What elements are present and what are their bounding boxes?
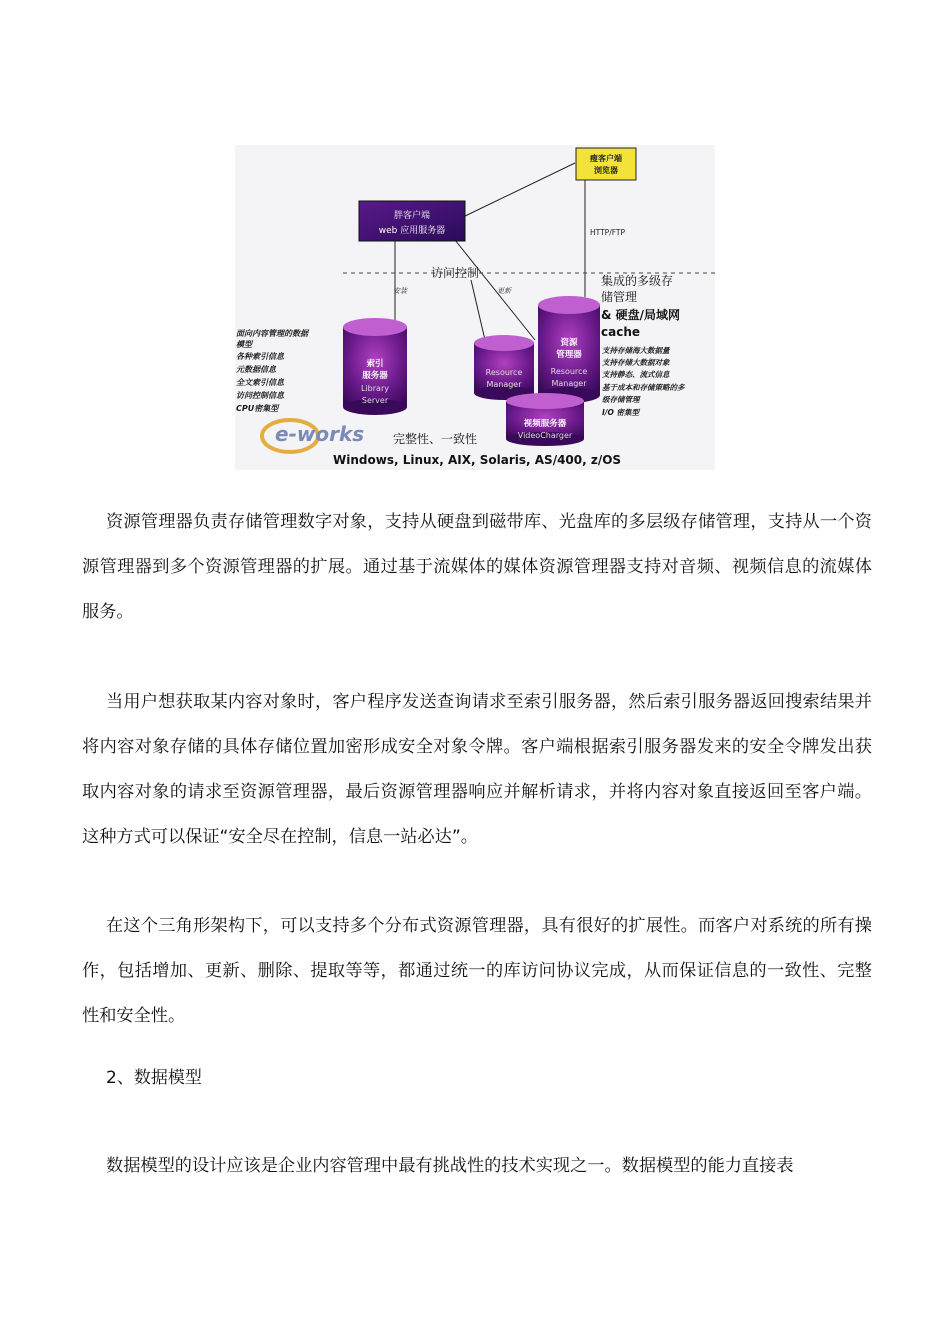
svg-text:资源: 资源	[560, 338, 578, 348]
svg-text:面向内容管理的数据: 面向内容管理的数据	[236, 329, 308, 338]
svg-text:Manager: Manager	[551, 379, 587, 388]
integrity-label: 完整性、一致性	[393, 432, 478, 446]
svg-text:e-works: e-works	[275, 422, 365, 446]
svg-text:访问控制信息: 访问控制信息	[236, 391, 284, 400]
svg-text:服务器: 服务器	[362, 371, 388, 381]
browser-box	[576, 148, 636, 180]
svg-text:& 硬盘/局域网: & 硬盘/局域网	[601, 308, 681, 322]
web-server-box	[359, 201, 465, 241]
svg-text:Server: Server	[361, 396, 389, 405]
integrated-storage-text	[601, 273, 680, 339]
svg-text:胖客户端: 胖客户端	[393, 211, 431, 221]
svg-text:Manager: Manager	[486, 380, 522, 389]
svg-text:储管理: 储管理	[601, 290, 638, 304]
paragraph-4: 数据模型的设计应该是企业内容管理中最有挑战性的技术实现之一。数据模型的能力直接表	[106, 1156, 794, 1176]
right-feature-list	[602, 346, 685, 417]
protocol-label: HTTP/FTP	[590, 228, 626, 237]
svg-text:支持静态、流式信息: 支持静态、流式信息	[602, 370, 670, 379]
resource-manager-cylinder-small	[474, 335, 534, 400]
svg-text:瘦客户端: 瘦客户端	[590, 154, 622, 163]
paragraph-1: 资源管理器负责存储管理数字对象，支持从硬盘到磁带库、光盘库的多层级存储管理，支持从一个资源管理器到多个资源管理器的扩展。通过基于流媒体的媒体资源管理器支持对音频、视频信息的流媒体服务。	[82, 512, 872, 622]
svg-text:安装: 安装	[393, 287, 407, 295]
paragraph-3: 在这个三角形架构下，可以支持多个分布式资源管理器，具有很好的扩展性。而客户对系统的所有操作，包括增加、更新、删除、提取等等，都通过统一的库访问协议完成，从而保证信息的一致性、完整性和安全性。	[82, 916, 872, 1026]
svg-text:基于成本和存储策略的多: 基于成本和存储策略的多	[602, 383, 685, 392]
svg-text:模型: 模型	[236, 340, 252, 349]
svg-text:CPU密集型: CPU密集型	[236, 404, 279, 413]
library-server-cylinder	[343, 318, 407, 415]
svg-text:cache: cache	[601, 325, 641, 339]
svg-text:元数据信息: 元数据信息	[236, 365, 276, 374]
svg-text:Resource: Resource	[550, 367, 588, 376]
svg-text:支持存储海大数据量: 支持存储海大数据量	[602, 346, 670, 355]
svg-text:Library: Library	[361, 384, 389, 393]
resource-manager-cylinder-main	[538, 296, 600, 403]
access-control-label: 访问控制	[431, 266, 480, 280]
svg-text:管理器: 管理器	[556, 350, 582, 360]
svg-text:支持存储大数据对象: 支持存储大数据对象	[602, 358, 670, 367]
svg-text:web 应用服务器: web 应用服务器	[378, 226, 446, 236]
e-works-logo	[262, 420, 364, 452]
svg-text:级存储管理: 级存储管理	[602, 395, 640, 404]
paragraph-2: 当用户想获取某内容对象时，客户程序发送查询请求至索引服务器，然后索引服务器返回搜索结果并将内容对象存储的具体存储位置加密形成安全对象令牌。客户端根据索引服务器发来的安全令牌发出获取内容对象的请求至资源管理器，最后资源管理器响应并解析请求，并将内容对象直接返回至客户端。这种方式可以保证“安全尽在控制，信息一站必达”。	[82, 692, 872, 847]
architecture-diagram	[235, 145, 715, 470]
svg-text:更新: 更新	[497, 287, 511, 295]
svg-text:集成的多级存: 集成的多级存	[601, 274, 674, 288]
svg-text:索引: 索引	[366, 359, 384, 369]
svg-text:全文索引信息: 全文索引信息	[236, 378, 284, 387]
platforms-label: Windows, Linux, AIX, Solaris, AS/400, z/OS	[333, 453, 622, 467]
svg-text:Resource: Resource	[485, 368, 523, 377]
video-charger-cylinder	[506, 393, 584, 446]
svg-text:视频服务器: 视频服务器	[523, 419, 567, 429]
svg-text:浏览器: 浏览器	[594, 166, 618, 175]
left-feature-list	[235, 329, 310, 413]
svg-text:各种索引信息: 各种索引信息	[236, 352, 284, 361]
svg-text:I/O 密集型: I/O 密集型	[602, 408, 640, 417]
svg-text:VideoCharger: VideoCharger	[517, 431, 573, 440]
section-heading: 2、数据模型	[106, 1068, 202, 1088]
